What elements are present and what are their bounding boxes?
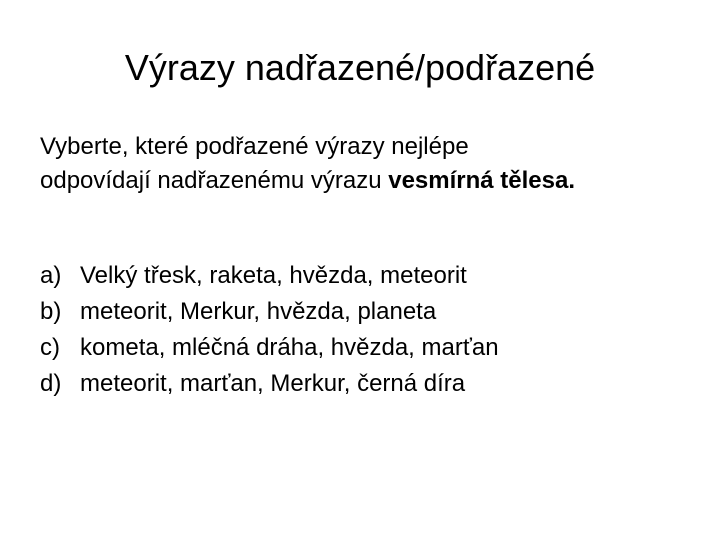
option-letter: b) xyxy=(40,298,62,325)
option-text: meteorit, marťan, Merkur, černá díra xyxy=(80,370,466,397)
answer-option-d xyxy=(40,366,700,402)
option-text: kometa, mléčná dráha, hvězda, marťan xyxy=(80,334,499,361)
answer-option-a xyxy=(40,258,700,294)
option-text: Velký třesk, raketa, hvězda, meteorit xyxy=(80,262,467,289)
question-line-1: Vyberte, které podřazené výrazy nejlépe xyxy=(40,133,469,160)
answer-option-c xyxy=(40,330,700,366)
option-text: meteorit, Merkur, hvězda, planeta xyxy=(80,298,437,325)
question-line-2-text: odpovídají nadřazenému výrazu xyxy=(40,167,389,194)
slide-title: Výrazy nadřazené/podřazené xyxy=(124,47,596,88)
question-keyword: vesmírná tělesa. xyxy=(388,167,576,194)
question-line-2 xyxy=(40,164,700,198)
option-letter: d) xyxy=(40,370,62,397)
answer-options-list xyxy=(40,258,700,402)
option-letter: c) xyxy=(40,334,60,361)
answer-option-b xyxy=(40,294,700,330)
option-letter: a) xyxy=(40,262,62,289)
question-text xyxy=(40,130,700,198)
